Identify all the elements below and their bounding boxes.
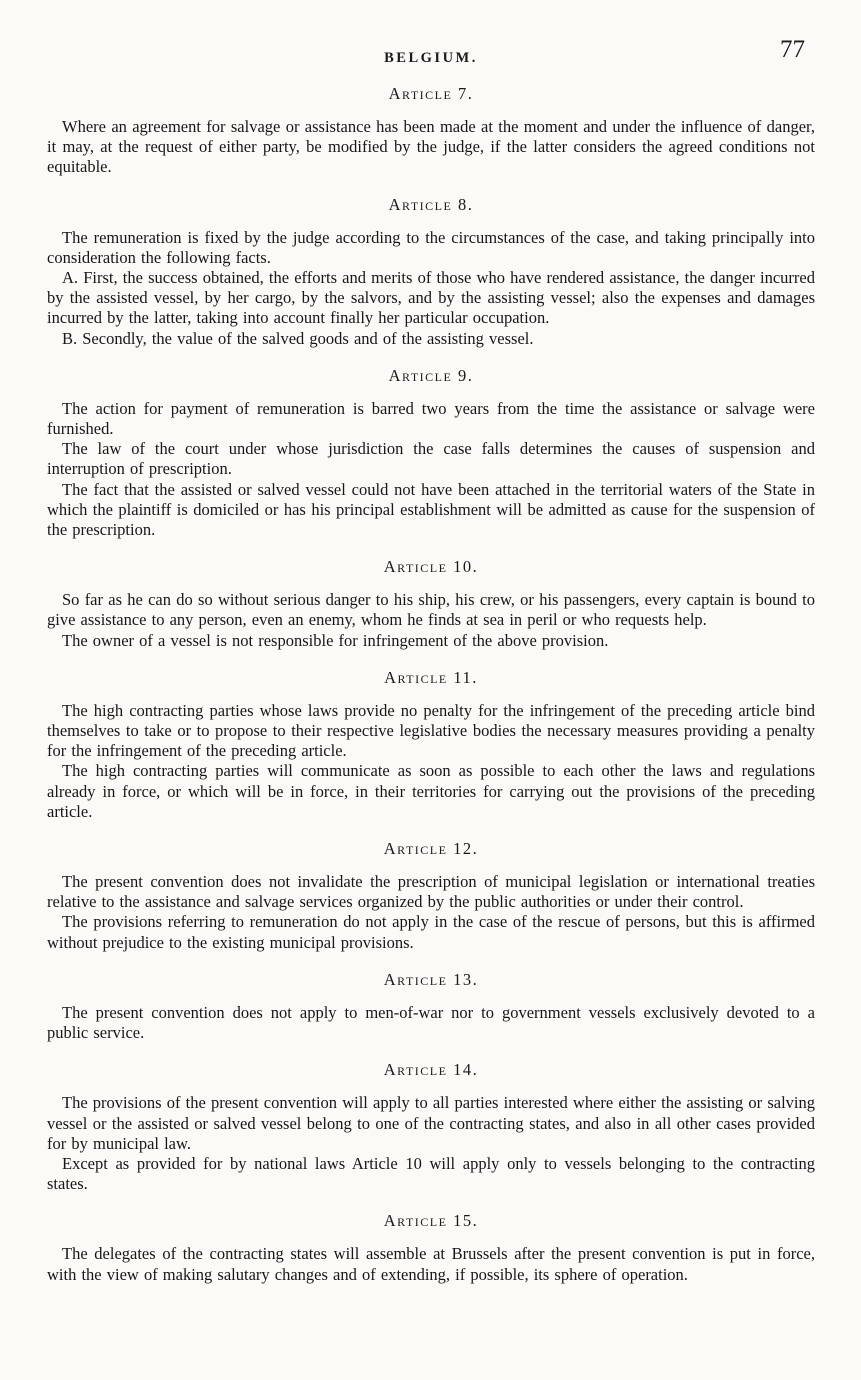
- article-list: [47, 84, 815, 1285]
- article-heading: Article 10.: [383, 557, 479, 577]
- article-paragraph: Except as provided for by national laws Article 10 will apply only to vessels belonging to the contracting states.: [47, 1153, 815, 1194]
- article-paragraph: The present convention does not apply to men-of-war nor to government vessels exclusively devoted to a public service.: [47, 1002, 815, 1043]
- article-paragraph: The fact that the assisted or salved vessel could not have been attached in the territorial waters of the State in which the plaintiff is domiciled or has his principal establishment will be admitted as cause for the suspension of the prescription.: [47, 479, 815, 540]
- article-paragraph: The provisions referring to remuneration do not apply in the case of the rescue of persons, but this is affirmed without prejudice to the existing municipal provisions.: [47, 912, 815, 952]
- article-paragraph: Where an agreement for salvage or assistance has been made at the moment and under the influence of danger, it may, at the request of either party, be modified by the judge, if the latter considers the agreed conditions not equitable.: [47, 117, 815, 177]
- article-paragraph: The provisions of the present convention will apply to all parties interested where either the assisting or salving vessel or the assisted or salved vessel belong to one of the contracting states, and also in all other cases provided for by municipal law.: [47, 1093, 815, 1153]
- article-section: [47, 366, 815, 540]
- page-number: 77: [780, 36, 805, 63]
- article-heading: Article 12.: [383, 839, 479, 859]
- article-section: [47, 970, 815, 1043]
- article-heading: Article 11.: [384, 667, 478, 687]
- article-section: [47, 1211, 815, 1284]
- article-paragraph: The high contracting parties whose laws provide no penalty for the infringement of the preceding article bind themselves to take or to propose to their respective legislative bodies the necessary measures providing a penalty for the infringement of the preceding article.: [47, 700, 815, 761]
- article-section: [47, 195, 815, 349]
- article-heading: Article 8.: [388, 194, 474, 214]
- article-section: [47, 84, 815, 178]
- article-paragraph: B. Secondly, the value of the salved goods and of the assisting vessel.: [62, 328, 534, 348]
- article-heading: Article 9.: [388, 365, 474, 385]
- article-paragraph: The owner of a vessel is not responsible for infringement of the above provision.: [62, 630, 609, 650]
- article-heading: Article 7.: [388, 84, 474, 103]
- page-header: [47, 36, 815, 67]
- article-paragraph: So far as he can do so without serious danger to his ship, his crew, or his passengers, every captain is bound to give assistance to any person, even an enemy, whom he finds at sea in peril or who requests help.: [47, 590, 815, 630]
- article-section: [47, 839, 815, 953]
- article-paragraph: The high contracting parties will communicate as soon as possible to each other the laws and regulations already in force, or which will be in force, in their territories for carrying out the provisions of the preceding article.: [47, 761, 815, 821]
- article-paragraph: The action for payment of remuneration is barred two years from the time the assistance or salvage were furnished.: [47, 398, 815, 439]
- article-paragraph: The remuneration is fixed by the judge according to the circumstances of the case, and taking principally into consideration the following facts.: [47, 227, 815, 267]
- article-paragraph: The law of the court under whose jurisdiction the case falls determines the causes of suspension and interruption of prescription.: [47, 439, 815, 479]
- article-paragraph: A. First, the success obtained, the efforts and merits of those who have rendered assistance, the danger incurred by the assisted vessel, by her cargo, by the salvors, and by the assisting vessel; also the expenses and damages incurred by the latter, taking into account finally her particular occupation.: [47, 268, 815, 328]
- article-heading: Article 15.: [383, 1211, 479, 1231]
- article-section: [47, 668, 815, 822]
- article-section: [47, 557, 815, 651]
- article-paragraph: The present convention does not invalidate the prescription of municipal legislation or international treaties relative to the assistance and salvage services organized by the public authorities or under their control.: [47, 872, 815, 912]
- article-heading: Article 14.: [383, 1060, 479, 1080]
- article-paragraph: The delegates of the contracting states will assemble at Brussels after the present convention is put in force, with the view of making salutary changes and of extending, if possible, its sphere of operation.: [47, 1244, 815, 1284]
- article-heading: Article 13.: [383, 969, 479, 989]
- article-section: [47, 1060, 815, 1194]
- running-head-title: BELGIUM.: [384, 50, 478, 66]
